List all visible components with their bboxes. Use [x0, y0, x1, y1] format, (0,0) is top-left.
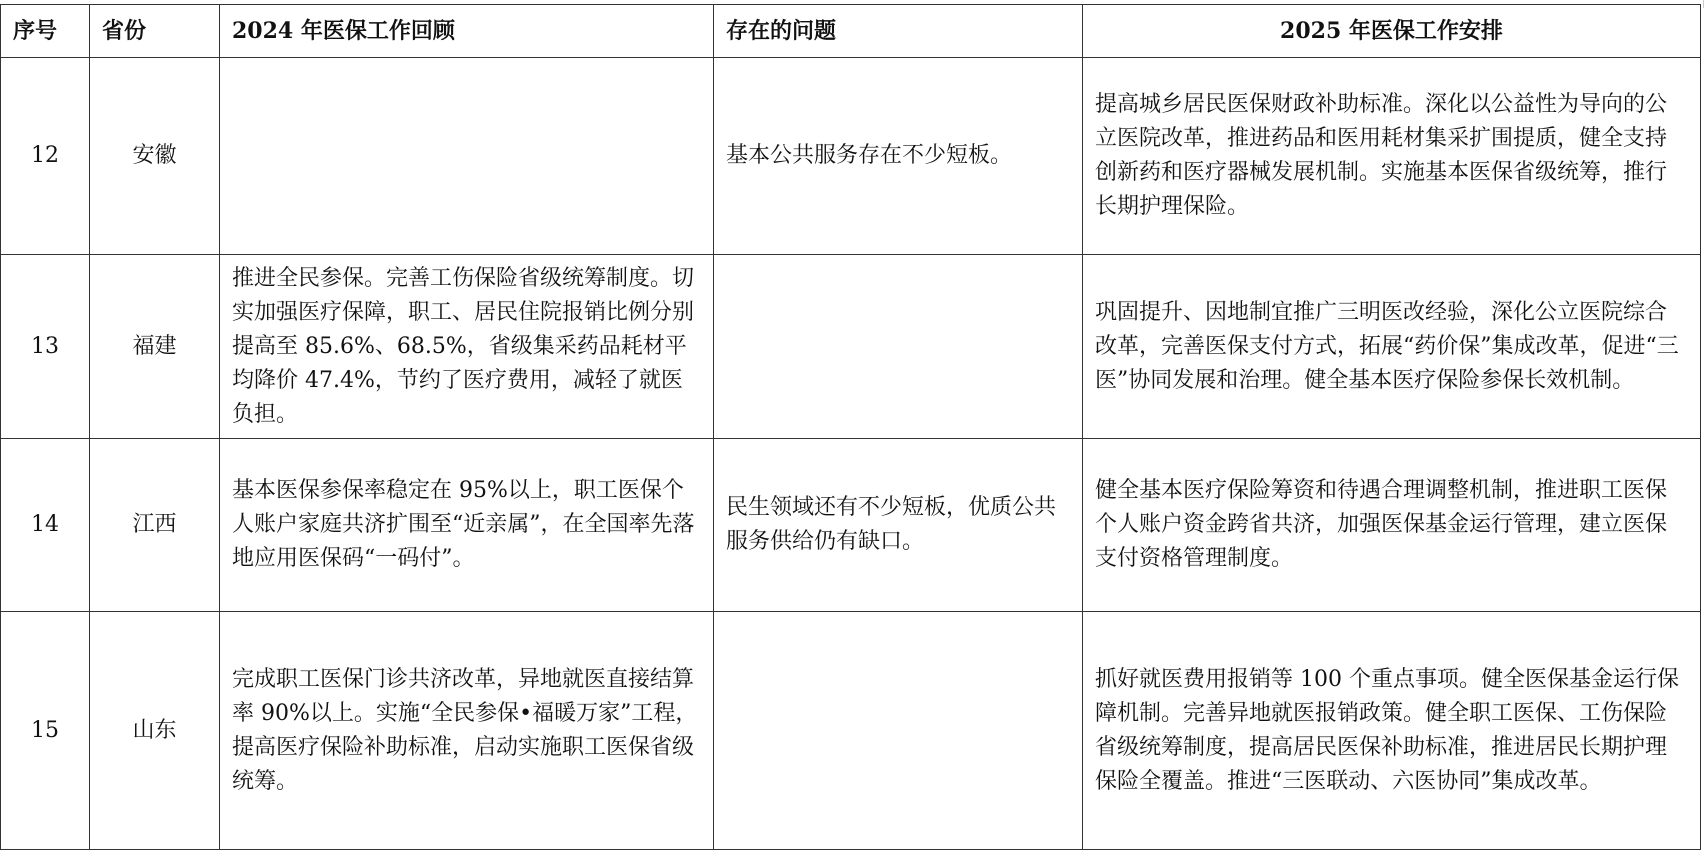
cell-plan: 健全基本医疗保险筹资和待遇合理调整机制，推进职工医保个人账户资金跨省共济，加强医保基金运行管理，建立医保支付资格管理制度。: [1083, 439, 1701, 612]
cell-no: 15: [1, 612, 90, 850]
header-province: 省份: [90, 5, 220, 58]
cell-no: 13: [1, 255, 90, 439]
cell-review: 基本医保参保率稳定在 95%以上，职工医保个人账户家庭共济扩围至“近亲属”，在全国率先落地应用医保码“一码付”。: [220, 439, 714, 612]
cell-review: [220, 58, 714, 255]
cell-province: 江西: [90, 439, 220, 612]
cell-plan: 提高城乡居民医保财政补助标准。深化以公益性为导向的公立医院改革，推进药品和医用耗材集采扩围提质，健全支持创新药和医疗器械发展机制。实施基本医保省级统筹，推行长期护理保险。: [1083, 58, 1701, 255]
table-row: [1, 58, 1701, 255]
header-review-2024: 2024 年医保工作回顾: [220, 5, 714, 58]
document-page: [0, 4, 1704, 850]
table-row: [1, 612, 1701, 850]
cell-province: 福建: [90, 255, 220, 439]
cell-no: 14: [1, 439, 90, 612]
cell-review: 完成职工医保门诊共济改革，异地就医直接结算率 90%以上。实施“全民参保•福暖万家”工程，提高医疗保险补助标准，启动实施职工医保省级统筹。: [220, 612, 714, 850]
table-row: [1, 439, 1701, 612]
cell-problems: [714, 612, 1083, 850]
cell-problems: [714, 255, 1083, 439]
cell-no: 12: [1, 58, 90, 255]
cell-province: 山东: [90, 612, 220, 850]
table-row: [1, 255, 1701, 439]
cell-plan: 巩固提升、因地制宜推广三明医改经验，深化公立医院综合改革，完善医保支付方式，拓展“药价保”集成改革，促进“三医”协同发展和治理。健全基本医疗保险参保长效机制。: [1083, 255, 1701, 439]
header-no: 序号: [1, 5, 90, 58]
cell-plan: 抓好就医费用报销等 100 个重点事项。健全医保基金运行保障机制。完善异地就医报销政策。健全职工医保、工伤保险省级统筹制度，提高居民医保补助标准，推进居民长期护理保险全覆盖。推进“三医联动、六医协同”集成改革。: [1083, 612, 1701, 850]
cell-problems: 民生领域还有不少短板，优质公共服务供给仍有缺口。: [714, 439, 1083, 612]
header-row: [1, 5, 1701, 58]
cell-review: 推进全民参保。完善工伤保险省级统筹制度。切实加强医疗保障，职工、居民住院报销比例分别提高至 85.6%、68.5%，省级集采药品耗材平均降价 47.4%，节约了医疗费用，减轻了就医负担。: [220, 255, 714, 439]
header-problems: 存在的问题: [714, 5, 1083, 58]
header-plan-2025: 2025 年医保工作安排: [1083, 5, 1701, 58]
cell-province: 安徽: [90, 58, 220, 255]
medical-insurance-table: [0, 4, 1701, 850]
cell-problems: 基本公共服务存在不少短板。: [714, 58, 1083, 255]
